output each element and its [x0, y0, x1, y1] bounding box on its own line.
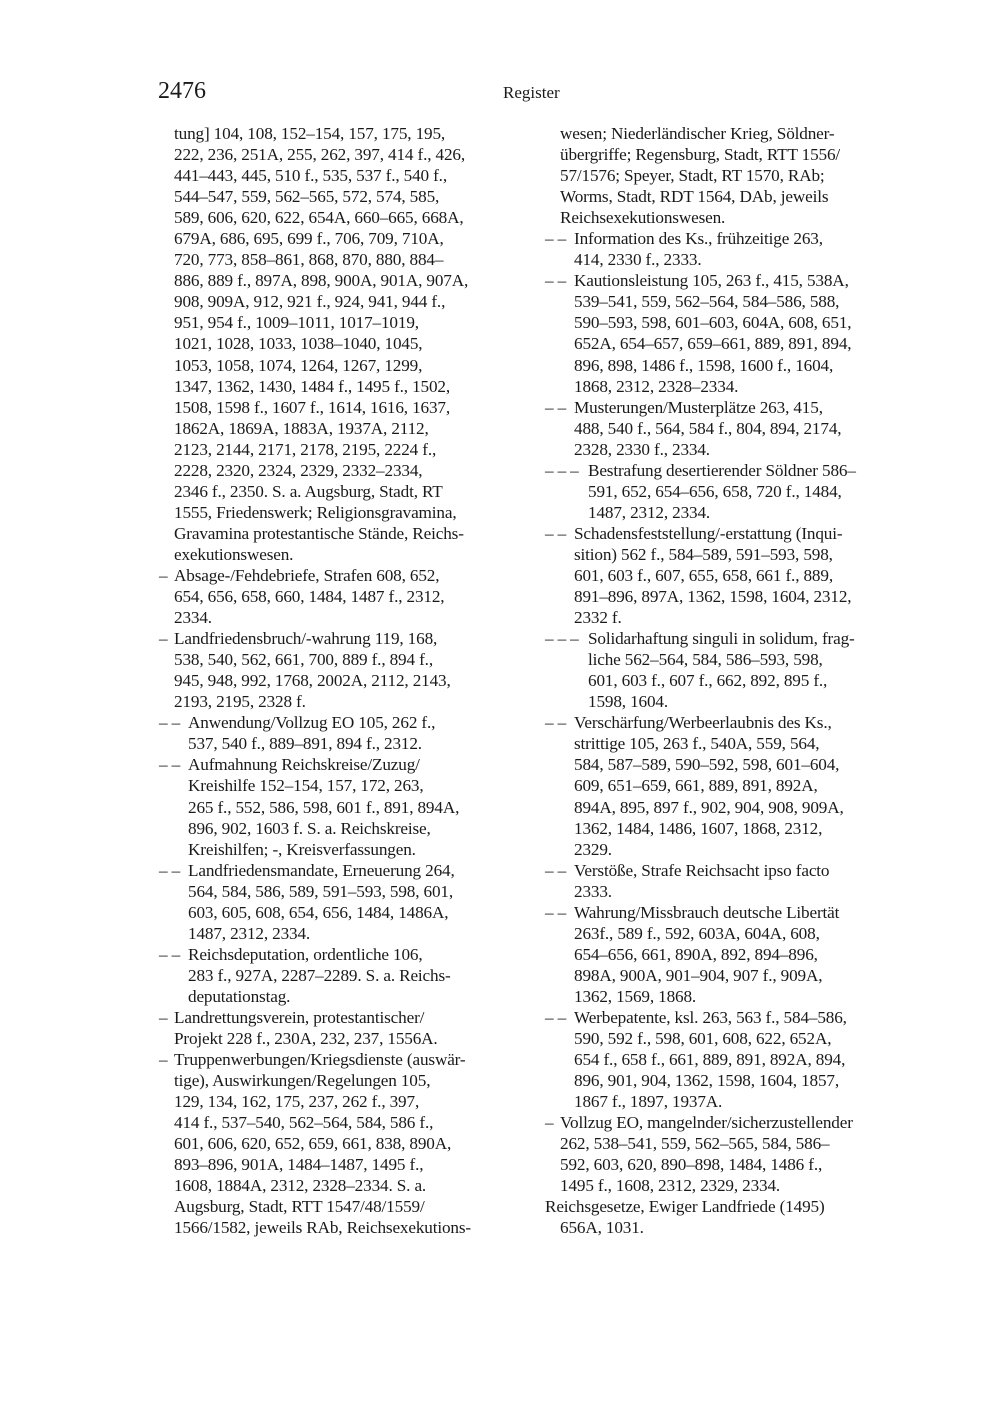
- entry-continuation-line: 609, 651–659, 661, 889, 891, 892A,: [574, 776, 818, 796]
- page-number: 2476: [158, 78, 206, 104]
- hierarchy-dash: –: [159, 565, 168, 585]
- entry-heading-line: wesen; Niederländischer Krieg, Söldner-: [560, 124, 835, 143]
- index-entry: [545, 628, 915, 712]
- hierarchy-dash: – –: [545, 902, 567, 922]
- hierarchy-dash: –: [545, 1113, 554, 1133]
- entry-continuation-line: 1868, 2312, 2328–2334.: [574, 376, 739, 396]
- entry-continuation-line: 263f., 589 f., 592, 603A, 604A, 608,: [574, 923, 820, 943]
- hierarchy-dash: – –: [545, 523, 567, 543]
- entry-continuation-line: Gravamina protestantische Stände, Reichs-: [174, 523, 464, 543]
- entry-continuation-line: 654 f., 658 f., 661, 889, 891, 892A, 894,: [574, 1050, 846, 1070]
- entry-continuation-line: 656A, 1031.: [560, 1218, 644, 1238]
- entry-continuation-line: 1608, 1884A, 2312, 2328–2334. S. a.: [174, 1176, 427, 1196]
- hierarchy-dash: – – –: [545, 460, 579, 480]
- entry-continuation-line: Reichsexekutionswesen.: [560, 208, 726, 228]
- entry-continuation-line: 1362, 1484, 1486, 1607, 1868, 2312,: [574, 818, 823, 838]
- entry-continuation-line: 896, 901, 904, 1362, 1598, 1604, 1857,: [574, 1071, 840, 1091]
- entry-continuation-line: 654–656, 661, 890A, 892, 894–896,: [574, 944, 818, 964]
- index-entry: [159, 712, 529, 754]
- entry-continuation-line: 2333.: [574, 881, 612, 901]
- hierarchy-dash: – –: [545, 229, 567, 249]
- entry-heading-line: Wahrung/Missbrauch deutsche Libertät: [574, 902, 840, 922]
- entry-heading-line: Landfriedensbruch/-wahrung 119, 168,: [174, 629, 438, 649]
- entry-continuation-line: 898A, 900A, 901–904, 907 f., 909A,: [574, 965, 823, 985]
- hierarchy-dash: –: [159, 629, 168, 649]
- index-entry: [545, 1112, 915, 1196]
- entry-continuation-line: sition) 562 f., 584–589, 591–593, 598,: [574, 544, 833, 564]
- entry-continuation-line: strittige 105, 263 f., 540A, 559, 564,: [574, 734, 820, 754]
- index-entry: [545, 1007, 915, 1112]
- entry-heading-line: Aufmahnung Reichskreise/Zuzug/: [188, 755, 420, 775]
- entry-continuation-line: 1566/1582, jeweils RAb, Reichsexekutions-: [174, 1218, 471, 1238]
- entry-continuation-line: 720, 773, 858–861, 868, 870, 880, 884–: [174, 250, 444, 270]
- hierarchy-dash: – –: [159, 713, 181, 733]
- entry-continuation-line: Kreishilfen; -, Kreisverfassungen.: [188, 839, 416, 859]
- index-entry: [545, 902, 915, 1007]
- hierarchy-dash: – –: [159, 944, 181, 964]
- index-entry: [159, 628, 529, 712]
- entry-continuation-line: 592, 603, 620, 890–898, 1484, 1486 f.,: [560, 1155, 823, 1175]
- entry-continuation-line: 441–443, 445, 510 f., 535, 537 f., 540 f.,: [174, 166, 447, 186]
- entry-heading-line: Reichsdeputation, ordentliche 106,: [188, 944, 423, 964]
- entry-continuation-line: exekutionswesen.: [174, 544, 294, 564]
- entry-continuation-line: 601, 603 f., 607, 655, 658, 661 f., 889,: [574, 565, 833, 585]
- entry-continuation-line: 1053, 1058, 1074, 1264, 1267, 1299,: [174, 355, 423, 375]
- entry-heading-line: Vollzug EO, mangelnder/sicherzustellender: [560, 1113, 853, 1133]
- entry-continuation-line: 951, 954 f., 1009–1011, 1017–1019,: [174, 313, 419, 333]
- entry-continuation-line: 57/1576; Speyer, Stadt, RT 1570, RAb;: [560, 166, 825, 186]
- hierarchy-dash: – –: [159, 755, 181, 775]
- entry-continuation-line: 591, 652, 654–656, 658, 720 f., 1484,: [588, 481, 842, 501]
- entry-continuation-line: Worms, Stadt, RDT 1564, DAb, jeweils: [560, 187, 829, 207]
- index-entry: [545, 860, 915, 902]
- entry-continuation-line: 564, 584, 586, 589, 591–593, 598, 601,: [188, 881, 454, 901]
- index-entry: [545, 1196, 915, 1238]
- index-entry: [545, 712, 915, 859]
- entry-continuation-line: 679A, 686, 695, 699 f., 706, 709, 710A,: [174, 229, 444, 249]
- entry-heading-line: Verstöße, Strafe Reichsacht ipso facto: [574, 860, 830, 880]
- entry-continuation-line: 893–896, 901A, 1484–1487, 1495 f.,: [174, 1155, 424, 1175]
- entry-heading-line: Anwendung/Vollzug EO 105, 262 f.,: [188, 713, 436, 733]
- entry-continuation-line: 891–896, 897A, 1362, 1598, 1604, 2312,: [574, 587, 852, 607]
- entry-continuation-line: 908, 909A, 912, 921 f., 924, 941, 944 f.,: [174, 292, 446, 312]
- index-entry: [545, 270, 915, 396]
- index-column-right: [545, 123, 915, 1238]
- entry-continuation-line: Augsburg, Stadt, RTT 1547/48/1559/: [174, 1197, 425, 1217]
- entry-continuation-line: 894A, 895, 897 f., 902, 904, 908, 909A,: [574, 797, 844, 817]
- entry-continuation-line: 2329.: [574, 839, 612, 859]
- entry-continuation-line: 1021, 1028, 1033, 1038–1040, 1045,: [174, 334, 423, 354]
- entry-heading-line: Kautionsleistung 105, 263 f., 415, 538A,: [574, 271, 849, 291]
- entry-continuation-line: 896, 898, 1486 f., 1598, 1600 f., 1604,: [574, 355, 834, 375]
- entry-continuation-line: 265 f., 552, 586, 598, 601 f., 891, 894A,: [188, 797, 460, 817]
- entry-continuation-line: deputationstag.: [188, 986, 291, 1006]
- entry-heading-line: Absage-/Fehdebriefe, Strafen 608, 652,: [174, 565, 440, 585]
- entry-heading-line: Landrettungsverein, protestantischer/: [174, 1007, 425, 1027]
- entry-continuation-line: 584, 587–589, 590–592, 598, 601–604,: [574, 755, 840, 775]
- entry-continuation-line: 896, 902, 1603 f. S. a. Reichskreise,: [188, 818, 431, 838]
- hierarchy-dash: – – –: [545, 629, 579, 649]
- hierarchy-dash: – –: [545, 271, 567, 291]
- entry-continuation-line: 654, 656, 658, 660, 1484, 1487 f., 2312,: [174, 587, 445, 607]
- entry-continuation-line: 2334.: [174, 608, 212, 628]
- index-entry: [159, 860, 529, 944]
- entry-continuation-line: 1362, 1569, 1868.: [574, 986, 697, 1006]
- entry-continuation-line: 1487, 2312, 2334.: [188, 923, 311, 943]
- entry-continuation-line: Kreishilfe 152–154, 157, 172, 263,: [188, 776, 424, 796]
- index-entry: [159, 1049, 529, 1238]
- entry-heading-line: Verschärfung/Werbeerlaubnis des Ks.,: [574, 713, 832, 733]
- entry-heading-line: Information des Ks., frühzeitige 263,: [574, 229, 823, 249]
- entry-continuation-line: 2332 f.: [574, 608, 622, 628]
- entry-heading-line: Musterungen/Musterplätze 263, 415,: [574, 397, 823, 417]
- entry-continuation-line: 2228, 2320, 2324, 2329, 2332–2334,: [174, 460, 423, 480]
- index-column-left: [159, 123, 529, 1238]
- entry-continuation-line: 414 f., 537–540, 562–564, 584, 586 f.,: [174, 1113, 434, 1133]
- entry-continuation-line: 283 f., 927A, 2287–2289. S. a. Reichs-: [188, 965, 451, 985]
- index-entry: [545, 397, 915, 460]
- entry-continuation-line: 601, 606, 620, 652, 659, 661, 838, 890A,: [174, 1134, 452, 1154]
- entry-heading-line: tung] 104, 108, 152–154, 157, 175, 195,: [174, 124, 446, 143]
- entry-continuation-line: 222, 236, 251A, 255, 262, 397, 414 f., 426,: [174, 145, 465, 165]
- entry-continuation-line: 539–541, 559, 562–564, 584–586, 588,: [574, 292, 840, 312]
- entry-continuation-line: 129, 134, 162, 175, 237, 262 f., 397,: [174, 1092, 420, 1112]
- entry-continuation-line: 601, 603 f., 607 f., 662, 892, 895 f.,: [588, 671, 828, 691]
- entry-continuation-line: 2123, 2144, 2171, 2178, 2195, 2224 f.,: [174, 439, 437, 459]
- entry-continuation-line: 414, 2330 f., 2333.: [574, 250, 702, 270]
- hierarchy-dash: – –: [545, 1007, 567, 1027]
- entry-continuation-line: 1347, 1362, 1430, 1484 f., 1495 f., 1502,: [174, 376, 451, 396]
- entry-continuation-line: 1867 f., 1897, 1937A.: [574, 1092, 723, 1112]
- entry-continuation-line: 1495 f., 1608, 2312, 2329, 2334.: [560, 1176, 781, 1196]
- entry-continuation-line: 537, 540 f., 889–891, 894 f., 2312.: [188, 734, 422, 754]
- index-entry: [159, 754, 529, 859]
- entry-continuation-line: übergriffe; Regensburg, Stadt, RTT 1556/: [560, 145, 841, 165]
- index-entry: [545, 123, 915, 228]
- entry-continuation-line: 2346 f., 2350. S. a. Augsburg, Stadt, RT: [174, 481, 443, 501]
- entry-continuation-line: 1555, Friedenswerk; Religionsgravamina,: [174, 502, 457, 522]
- entry-continuation-line: 590, 592 f., 598, 601, 608, 622, 652A,: [574, 1029, 832, 1049]
- entry-continuation-line: 2328, 2330 f., 2334.: [574, 439, 710, 459]
- entry-continuation-line: 1598, 1604.: [588, 692, 668, 712]
- entry-continuation-line: 488, 540 f., 564, 584 f., 804, 894, 2174,: [574, 418, 842, 438]
- entry-heading-line: Reichsgesetze, Ewiger Landfriede (1495): [545, 1197, 825, 1217]
- entry-continuation-line: 1862A, 1869A, 1883A, 1937A, 2112,: [174, 418, 429, 438]
- index-entry: [545, 460, 915, 523]
- hierarchy-dash: – –: [159, 860, 181, 880]
- entry-continuation-line: 603, 605, 608, 654, 656, 1484, 1486A,: [188, 902, 449, 922]
- entry-continuation-line: 538, 540, 562, 661, 700, 889 f., 894 f.,: [174, 650, 433, 670]
- entry-continuation-line: 886, 889 f., 897A, 898, 900A, 901A, 907A,: [174, 271, 469, 291]
- hierarchy-dash: –: [159, 1050, 168, 1070]
- entry-continuation-line: 589, 606, 620, 622, 654A, 660–665, 668A,: [174, 208, 464, 228]
- index-entry: [545, 228, 915, 270]
- entry-continuation-line: Projekt 228 f., 230A, 232, 237, 1556A.: [174, 1029, 438, 1049]
- hierarchy-dash: – –: [545, 860, 567, 880]
- entry-continuation-line: 1508, 1598 f., 1607 f., 1614, 1616, 1637,: [174, 397, 451, 417]
- running-head: Register: [503, 83, 560, 102]
- entry-heading-line: Werbepatente, ksl. 263, 563 f., 584–586,: [574, 1007, 847, 1027]
- entry-continuation-line: 262, 538–541, 559, 562–565, 584, 586–: [560, 1134, 830, 1154]
- entry-continuation-line: liche 562–564, 584, 586–593, 598,: [588, 650, 823, 670]
- page-header: [0, 76, 1004, 106]
- entry-heading-line: Schadensfeststellung/-erstattung (Inqui-: [574, 523, 843, 543]
- entry-continuation-line: 2193, 2195, 2328 f.: [174, 692, 306, 712]
- hierarchy-dash: – –: [545, 397, 567, 417]
- hierarchy-dash: –: [159, 1007, 168, 1027]
- index-entry: [159, 565, 529, 628]
- index-entry: [159, 944, 529, 1007]
- entry-heading-line: Bestrafung desertierender Söldner 586–: [588, 460, 856, 480]
- index-entry: [159, 123, 529, 565]
- index-entry: [159, 1007, 529, 1049]
- entry-continuation-line: tige), Auswirkungen/Regelungen 105,: [174, 1071, 431, 1091]
- entry-heading-line: Solidarhaftung singuli in solidum, frag-: [588, 629, 855, 649]
- entry-heading-line: Landfriedensmandate, Erneuerung 264,: [188, 860, 455, 880]
- entry-continuation-line: 945, 948, 992, 1768, 2002A, 2112, 2143,: [174, 671, 451, 691]
- hierarchy-dash: – –: [545, 713, 567, 733]
- entry-heading-line: Truppenwerbungen/Kriegsdienste (auswär-: [174, 1050, 466, 1070]
- entry-continuation-line: 590–593, 598, 601–603, 604A, 608, 651,: [574, 313, 852, 333]
- index-entry: [545, 523, 915, 628]
- entry-continuation-line: 652A, 654–657, 659–661, 889, 891, 894,: [574, 334, 852, 354]
- entry-continuation-line: 544–547, 559, 562–565, 572, 574, 585,: [174, 187, 440, 207]
- entry-continuation-line: 1487, 2312, 2334.: [588, 502, 711, 522]
